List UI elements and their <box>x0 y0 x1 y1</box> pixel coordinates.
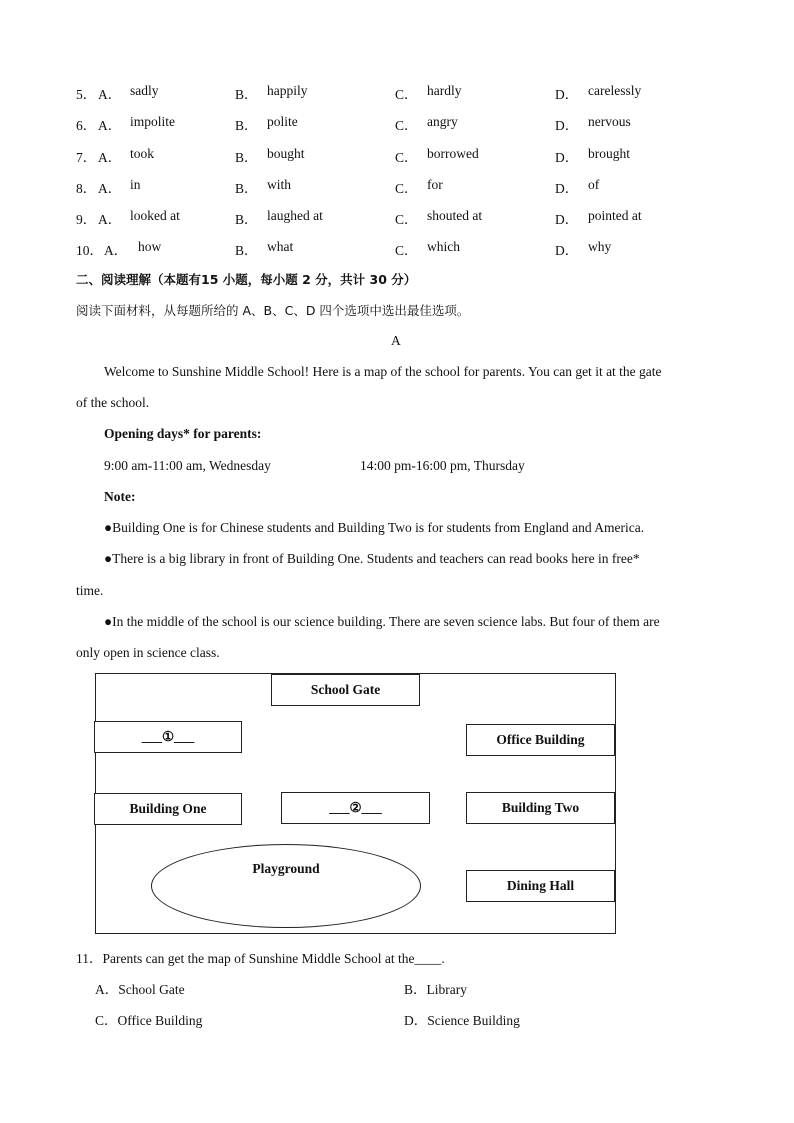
question-number: 7． <box>76 150 97 165</box>
option-c-letter: C． <box>395 243 418 258</box>
option-a-letter: A． <box>98 150 122 165</box>
section-instruction: 阅读下面材料，从每题所给的 A、B、C、D 四个选项中选出最佳选项。 <box>76 303 470 318</box>
opening-time-2: 14:00 pm-16:00 pm, Thursday <box>360 458 525 473</box>
option-a-text[interactable]: looked at <box>130 208 180 223</box>
option-b-letter: B． <box>235 150 258 165</box>
option-d-letter: D． <box>555 150 579 165</box>
question-row <box>76 114 776 134</box>
note-title: Note: <box>104 489 136 504</box>
option-d-text[interactable]: brought <box>588 146 630 161</box>
question-11-option-a[interactable]: A．School Gate <box>95 982 185 997</box>
question-row <box>76 208 776 228</box>
passage-label: A <box>391 333 401 348</box>
option-b-text[interactable]: polite <box>267 114 298 129</box>
option-b-text[interactable]: with <box>267 177 292 192</box>
option-b-letter: B． <box>235 87 258 102</box>
option-d-letter: D． <box>555 212 579 227</box>
opening-time-1: 9:00 am-11:00 am, Wednesday <box>104 458 271 473</box>
option-c-text[interactable]: shouted at <box>427 208 483 223</box>
passage-intro-line1: Welcome to Sunshine Middle School! Here is a map of the school for parents. You can get it at the gate <box>104 364 662 379</box>
option-d-text[interactable]: pointed at <box>588 208 642 223</box>
option-c-letter: C． <box>395 118 418 133</box>
option-b-text[interactable]: what <box>267 239 294 254</box>
option-a-letter: A． <box>98 212 122 227</box>
option-d-letter: D． <box>555 181 579 196</box>
option-d-letter: D． <box>555 118 579 133</box>
map-blank-1: ___①___ <box>94 721 242 753</box>
option-c-text[interactable]: hardly <box>427 83 462 98</box>
map-school-gate: School Gate <box>271 674 420 706</box>
note-2-line2: time. <box>76 583 104 598</box>
option-b-text[interactable]: laughed at <box>267 208 323 223</box>
option-a-text[interactable]: how <box>138 239 162 254</box>
option-c-letter: C． <box>395 150 418 165</box>
option-c-letter: C． <box>395 212 418 227</box>
question-row <box>76 239 776 259</box>
question-number: 10． <box>76 243 103 258</box>
option-d-text[interactable]: carelessly <box>588 83 642 98</box>
map-building-one: Building One <box>94 793 242 825</box>
map-building-two: Building Two <box>466 792 615 824</box>
question-number: 8． <box>76 181 97 196</box>
map-dining-hall: Dining Hall <box>466 870 615 902</box>
option-b-text[interactable]: happily <box>267 83 308 98</box>
option-a-letter: A． <box>98 87 122 102</box>
school-map <box>95 673 616 934</box>
option-b-letter: B． <box>235 212 258 227</box>
option-b-text[interactable]: bought <box>267 146 305 161</box>
note-3-line1: ●In the middle of the school is our science building. There are seven science labs. But four of them are <box>104 614 660 629</box>
option-c-text[interactable]: which <box>427 239 460 254</box>
question-number: 5． <box>76 87 97 102</box>
option-c-letter: C． <box>395 87 418 102</box>
option-d-text[interactable]: nervous <box>588 114 631 129</box>
option-a-letter: A． <box>98 118 122 133</box>
section-heading: 二、阅读理解（本题有15 小题，每小题 2 分，共计 30 分） <box>76 272 417 287</box>
map-playground: Playground <box>151 844 421 928</box>
option-d-letter: D． <box>555 243 579 258</box>
option-c-text[interactable]: angry <box>427 114 458 129</box>
option-b-letter: B． <box>235 181 258 196</box>
option-d-text[interactable]: why <box>588 239 612 254</box>
question-row <box>76 83 776 103</box>
option-c-letter: C． <box>395 181 418 196</box>
opening-days-title: Opening days* for parents: <box>104 426 262 441</box>
note-2-line1: ●There is a big library in front of Building One. Students and teachers can read books here in free* <box>104 551 640 566</box>
option-b-letter: B． <box>235 243 258 258</box>
question-number: 9． <box>76 212 97 227</box>
option-d-letter: D． <box>555 87 579 102</box>
note-1: ●Building One is for Chinese students and Building Two is for students from England and America. <box>104 520 645 535</box>
option-a-letter: A． <box>98 181 122 196</box>
option-a-text[interactable]: took <box>130 146 155 161</box>
option-c-text[interactable]: for <box>427 177 443 192</box>
note-3-line2: only open in science class. <box>76 645 220 660</box>
map-blank-2: ___②___ <box>281 792 430 824</box>
option-b-letter: B． <box>235 118 258 133</box>
question-row <box>76 146 776 166</box>
question-11-option-d[interactable]: D．Science Building <box>404 1013 520 1028</box>
option-a-text[interactable]: sadly <box>130 83 159 98</box>
option-a-text[interactable]: impolite <box>130 114 175 129</box>
option-a-letter: A． <box>104 243 128 258</box>
question-11-option-b[interactable]: B．Library <box>404 982 467 997</box>
map-office-building: Office Building <box>466 724 615 756</box>
question-row <box>76 177 776 197</box>
option-d-text[interactable]: of <box>588 177 600 192</box>
passage-intro-line2: of the school. <box>76 395 150 410</box>
question-11-option-c[interactable]: C．Office Building <box>95 1013 203 1028</box>
option-c-text[interactable]: borrowed <box>427 146 479 161</box>
question-number: 6． <box>76 118 97 133</box>
option-a-text[interactable]: in <box>130 177 141 192</box>
question-11-stem: 11．Parents can get the map of Sunshine Middle School at the____. <box>76 951 445 966</box>
